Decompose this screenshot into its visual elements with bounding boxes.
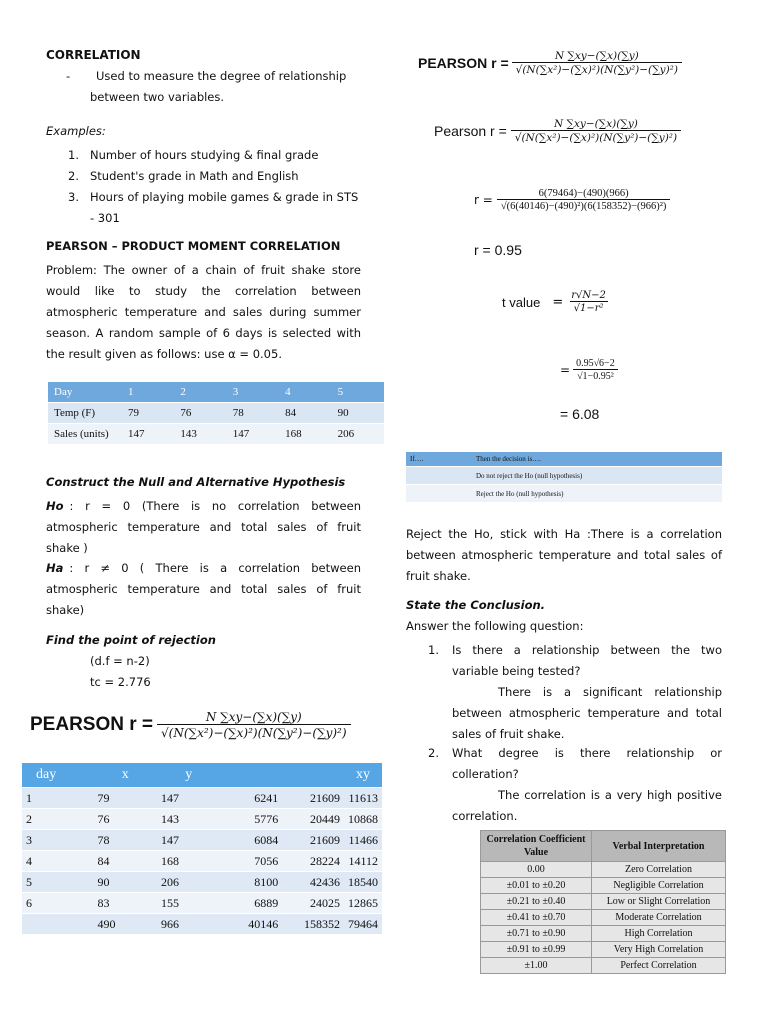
t-result: = 6.08 bbox=[560, 406, 600, 422]
alt-hypothesis: Ha : r ≠ 0 ( There is a correlation between atmospheric temperature and total sales of fruit shake) bbox=[46, 561, 361, 617]
table-row: 5 90 206 8100 42436 18540 bbox=[22, 872, 382, 893]
pearson-formula-left: PEARSON r = $\frac{N \sum xy-(\sum x)(\sum y)}{\text{√(N(∑x²)−(∑x)²)(N(∑y²)−(∑y)²)}}$ bbox=[30, 710, 351, 740]
decision-text: Reject the Ho, stick with Ha :There is a correlation between atmospheric temperature and total sales of fruit shake. bbox=[406, 527, 722, 583]
table-row: 1 79 147 6241 21609 11613 bbox=[22, 788, 382, 809]
table-row: 6 83 155 6889 24025 12865 bbox=[22, 893, 382, 914]
pearson-formula-top: PEARSON r = $\frac{N \sum xy-(\sum x)(\sum y)}{\text{√(N(∑x²)−(∑x)²)(N(∑y²)−(∑y)²)}}$ bbox=[418, 50, 682, 76]
r-value: r = 0.95 bbox=[474, 242, 522, 258]
hypothesis-heading: Construct the Null and Alternative Hypothesis bbox=[46, 475, 346, 489]
rejection-heading: Find the point of rejection bbox=[46, 633, 216, 647]
df-line: (d.f = n-2) bbox=[90, 654, 150, 668]
calculation-table bbox=[22, 763, 382, 935]
table-row: ±0.91 to ±0.99 Very High Correlation bbox=[481, 942, 726, 958]
table-row: Temp (F) 79 76 78 84 90 bbox=[48, 403, 384, 424]
ho-label: Ho bbox=[46, 499, 64, 513]
table-row: ±0.01 to ±0.20 Negligible Correlation bbox=[481, 878, 726, 894]
question-1: 1. Is there a relationship between the two variable being tested? There is a significant relationship between atmospheric temperature and total sales of fruit shake. bbox=[428, 643, 722, 741]
pearson-formula-2: Pearson r = $\frac{N \sum xy-(\sum x)(\sum y)}{\text{√(N(∑x²)−(∑x)²)(N(∑y²)−(∑y)²)}}$ bbox=[434, 118, 681, 144]
table-header: If…. Then the decision is…. bbox=[406, 452, 722, 467]
examples-label: Examples: bbox=[46, 124, 106, 138]
table-header: Correlation Coefficient Value Verbal Interpretation bbox=[481, 831, 726, 862]
table-row: ±1.00 Perfect Correlation bbox=[481, 958, 726, 974]
answer-intro: Answer the following question: bbox=[406, 619, 584, 633]
null-hypothesis: Ho : r = 0 (There is no correlation between atmospheric temperature and total sales of fruit shake ) bbox=[46, 499, 361, 555]
table-row: 4 84 168 7056 28224 14112 bbox=[22, 851, 382, 872]
data-table bbox=[48, 382, 384, 445]
table-row: Sales (units) 147 143 147 168 206 bbox=[48, 424, 384, 445]
interpretation-table bbox=[480, 830, 726, 974]
decision-table bbox=[406, 452, 722, 503]
t-value-formula: t value = $\frac{r√N-2}{\text{√1−r²}}$ bbox=[502, 290, 606, 314]
example-item: 1. Number of hours studying & final grade bbox=[68, 148, 319, 162]
table-row: ±0.71 to ±0.90 High Correlation bbox=[481, 926, 726, 942]
examples-list bbox=[68, 145, 358, 229]
ha-label: Ha bbox=[46, 561, 64, 575]
bullet-dash: - bbox=[66, 69, 71, 83]
heading-correlation: CORRELATION bbox=[46, 48, 141, 62]
tc-line: tc = 2.776 bbox=[90, 675, 151, 689]
example-item: 3. Hours of playing mobile games & grade in STS bbox=[68, 190, 359, 204]
substitution-formula: r = $\frac{6(79464)-(490)(966)}{\text{√(6(40146)−(490)²)(6(158352)−(966)²)}}$ bbox=[474, 188, 670, 212]
table-row: ±0.41 to ±0.70 Moderate Correlation bbox=[481, 910, 726, 926]
definition-line-2: between two variables. bbox=[90, 90, 225, 104]
conclusion-heading: State the Conclusion. bbox=[406, 598, 546, 612]
table-row: ±0.21 to ±0.40 Low or Slight Correlation bbox=[481, 894, 726, 910]
table-header: Day 1 2 3 4 5 bbox=[48, 382, 384, 403]
table-row: Do not reject the Ho (null hypothesis) bbox=[406, 467, 722, 485]
table-row: 3 78 147 6084 21609 11466 bbox=[22, 830, 382, 851]
example-item-cont: - 301 bbox=[90, 211, 120, 225]
table-row: 0.00 Zero Correlation bbox=[481, 862, 726, 878]
problem-text: Problem: The owner of a chain of fruit shake store would like to study the correlation between atmospheric temperature and sales during summer season. A random sample of 6 days is selected with the result given as follows: use α = 0.05. bbox=[46, 263, 361, 361]
example-item: 2. Student's grade in Math and English bbox=[68, 169, 299, 183]
t-substitution: = $\frac{0.95√6-2}{\text{√1−0.95²}}$ bbox=[560, 358, 619, 382]
table-row-totals: 490 966 40146 158352 79464 bbox=[22, 914, 382, 935]
table-row: Reject the Ho (null hypothesis) bbox=[406, 485, 722, 503]
question-2: 2. What degree is there relationship or colleration? The correlation is a very high positive correlation. bbox=[428, 746, 722, 823]
definition-line-1: Used to measure the degree of relationship bbox=[96, 69, 347, 83]
table-row: 2 76 143 5776 20449 10868 bbox=[22, 809, 382, 830]
heading-pearson: PEARSON – PRODUCT MOMENT CORRELATION bbox=[46, 239, 341, 253]
table-header: day x y xy bbox=[22, 763, 382, 788]
